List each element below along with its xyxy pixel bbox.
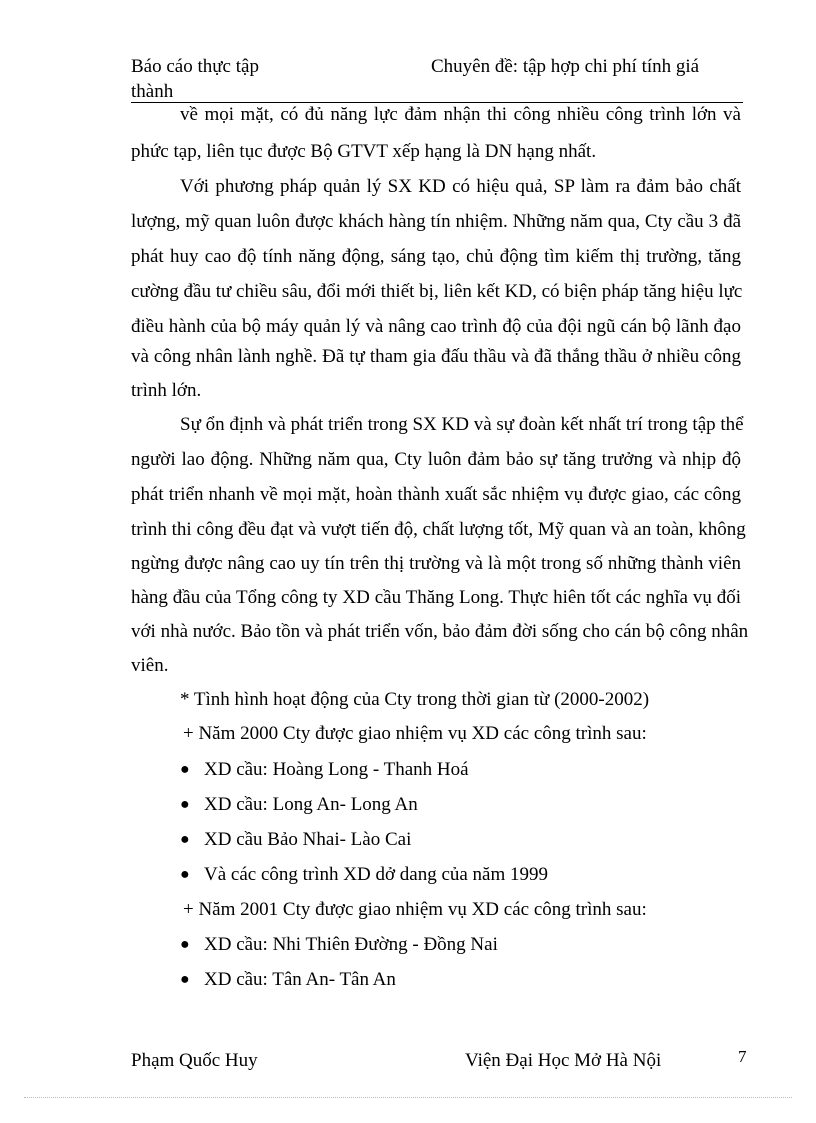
page-bottom-border [24, 1097, 792, 1098]
footer-author: Phạm Quốc Huy [131, 1050, 258, 1071]
header-right-title: Chuyên đề: tập hợp chi phí tính giá [431, 56, 700, 77]
year-heading-2000: + Năm 2000 Cty được giao nhiệm vụ XD các công trình sau: [183, 723, 647, 744]
body-line: viên. [131, 655, 169, 676]
list-item: Và các công trình XD dở dang của năm 1999 [204, 864, 549, 885]
body-line: cường đầu tư chiều sâu, đổi mới thiết bị, liên kết KD, có biện pháp tăng hiệu lực [131, 281, 743, 302]
page-number: 7 [738, 1047, 747, 1066]
body-line: phức tạp, liên tục được Bộ GTVT xếp hạng là DN hạng nhất. [131, 141, 597, 162]
list-item: XD cầu: Nhi Thiên Đường - Đồng Nai [204, 934, 498, 955]
body-line: trình thi công đều đạt và vượt tiến độ, chất lượng tốt, Mỹ quan và an toàn, không [131, 519, 746, 540]
header-left-line2: thành [131, 81, 174, 102]
body-line: phát triển nhanh về mọi mặt, hoàn thành xuất sắc nhiệm vụ được giao, các công [131, 484, 741, 505]
body-line: lượng, mỹ quan luôn được khách hàng tín nhiệm. Những năm qua, Cty cầu 3 đã [131, 211, 741, 232]
body-line: Sự ổn định và phát triển trong SX KD và sự đoàn kết nhất trí trong tập thể [180, 414, 744, 435]
list-item: XD cầu Bảo Nhai- Lào Cai [204, 829, 412, 850]
body-line: trình lớn. [131, 380, 202, 401]
list-item: XD cầu: Tân An- Tân An [204, 969, 396, 990]
list-item: XD cầu: Hoàng Long - Thanh Hoá [204, 759, 469, 780]
bullet-icon: ● [180, 796, 190, 813]
body-line: hàng đầu của Tổng công ty XD cầu Thăng Long. Thực hiên tốt các nghĩa vụ đối [131, 587, 741, 608]
bullet-icon: ● [180, 936, 190, 953]
body-line: và công nhân lành nghề. Đã tự tham gia đấu thầu và đã thắng thầu ở nhiều công [131, 346, 741, 367]
body-line: về mọi mặt, có đủ năng lực đảm nhận thi công nhiều công trình lớn và [180, 104, 741, 125]
section-heading: * Tình hình hoạt động của Cty trong thời gian từ (2000-2002) [180, 689, 650, 710]
year-heading-2001: + Năm 2001 Cty được giao nhiệm vụ XD các công trình sau: [183, 899, 647, 920]
body-line: ngừng được nâng cao uy tín trên thị trường và là một trong số những thành viên [131, 553, 741, 574]
bullet-icon: ● [180, 866, 190, 883]
body-line: điều hành của bộ máy quản lý và nâng cao trình độ của đội ngũ cán bộ lãnh đạo [131, 316, 741, 337]
body-line: người lao động. Những năm qua, Cty luôn đảm bảo sự tăng trưởng và nhịp độ [131, 449, 741, 470]
body-line: phát huy cao độ tính năng động, sáng tạo, chủ động tìm kiếm thị trường, tăng [131, 246, 741, 267]
bullet-icon: ● [180, 971, 190, 988]
header-left-line1: Báo cáo thực tập [131, 56, 259, 77]
body-line: với nhà nước. Bảo tồn và phát triển vốn, bảo đảm đời sống cho cán bộ công nhân [131, 621, 749, 642]
body-line: Với phương pháp quản lý SX KD có hiệu quả, SP làm ra đảm bảo chất [180, 176, 741, 197]
list-item: XD cầu: Long An- Long An [204, 794, 418, 815]
footer-institution: Viện Đại Học Mở Hà Nội [465, 1050, 662, 1071]
bullet-icon: ● [180, 831, 190, 848]
bullet-icon: ● [180, 761, 190, 778]
